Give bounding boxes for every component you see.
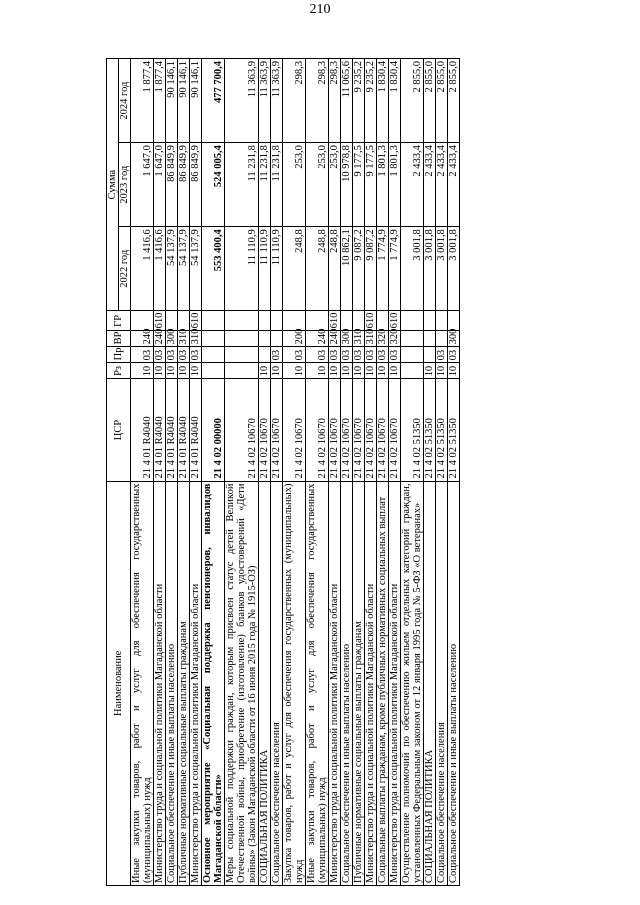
row-rz: 10: [448, 363, 460, 379]
row-pr: 03: [131, 347, 154, 363]
row-pr: [202, 347, 225, 363]
row-vr: 300: [166, 331, 178, 347]
row-name: Министерство труда и социальной политики Магаданской области: [329, 481, 341, 885]
row-pr: 03: [377, 347, 389, 363]
page-number: 210: [309, 2, 331, 17]
row-gr: [436, 311, 448, 331]
row-2023: 253,0: [306, 143, 329, 227]
table-row: [166, 59, 178, 886]
row-2022: 3 001,8: [401, 227, 424, 311]
row-gr: [401, 311, 424, 331]
row-2022: 11 110,9: [259, 227, 271, 311]
table-row: [389, 59, 401, 886]
row-2024: 298,3: [306, 59, 329, 143]
row-2023: 10 978,8: [341, 143, 353, 227]
row-pr: 03: [353, 347, 365, 363]
row-2023: 253,0: [329, 143, 341, 227]
row-rz: 10: [436, 363, 448, 379]
row-2022: 1 774,9: [389, 227, 401, 311]
row-vr: [225, 331, 259, 347]
row-name: Публичные нормативные социальные выплаты гражданам: [178, 481, 190, 885]
table-header: [107, 59, 131, 886]
row-csr: 21 4 01 R4040: [131, 379, 154, 481]
table-row: [131, 59, 154, 886]
row-2024: 298,3: [329, 59, 341, 143]
table-row: [202, 59, 225, 886]
row-rz: 10: [271, 363, 283, 379]
row-rz: 10: [365, 363, 377, 379]
row-pr: 03: [341, 347, 353, 363]
row-2024: 1 877,4: [131, 59, 154, 143]
row-vr: 310: [190, 331, 202, 347]
row-rz: [401, 363, 424, 379]
row-csr: 21 4 01 R4040: [190, 379, 202, 481]
row-csr: 21 4 01 R4040: [166, 379, 178, 481]
row-rz: [202, 363, 225, 379]
row-2023: 2 433,4: [436, 143, 448, 227]
row-rz: [225, 363, 259, 379]
row-vr: 200: [283, 331, 306, 347]
row-2022: 9 087,2: [353, 227, 365, 311]
row-csr: 21 4 02 10670: [353, 379, 365, 481]
row-name: Социальное обеспечение населения: [271, 481, 283, 885]
row-gr: 610: [389, 311, 401, 331]
budget-table-container: [106, 58, 551, 886]
row-2024: 11 363,9: [225, 59, 259, 143]
row-vr: [202, 331, 225, 347]
row-pr: 03: [190, 347, 202, 363]
row-rz: 10: [377, 363, 389, 379]
row-2022: 10 862,1: [341, 227, 353, 311]
row-csr: 21 4 01 R4040: [178, 379, 190, 481]
rotated-table-area: [106, 58, 551, 886]
row-name: Социальное обеспечение населения: [436, 481, 448, 885]
row-pr: 03: [448, 347, 460, 363]
row-rz: 10: [131, 363, 154, 379]
row-rz: 10: [329, 363, 341, 379]
row-name: Министерство труда и социальной политики Магаданской области: [365, 481, 377, 885]
table-row: [306, 59, 329, 886]
row-gr: 610: [154, 311, 166, 331]
row-2024: 2 855,0: [448, 59, 460, 143]
row-2022: 3 001,8: [448, 227, 460, 311]
row-rz: 10: [353, 363, 365, 379]
row-vr: 310: [178, 331, 190, 347]
header-2022: 2022 год: [119, 227, 131, 311]
row-2024: 11 363,9: [271, 59, 283, 143]
budget-table: [106, 58, 460, 886]
table-row: [436, 59, 448, 886]
row-2022: 9 087,2: [365, 227, 377, 311]
table-row: [401, 59, 424, 886]
row-vr: 320: [389, 331, 401, 347]
header-vr: ВР: [107, 331, 131, 347]
row-csr: 21 4 02 10670: [225, 379, 259, 481]
row-pr: 03: [154, 347, 166, 363]
row-name: Закупка товаров, работ и услуг для обеспечения государственных (муниципальных) нужд: [283, 481, 306, 885]
row-csr: 21 4 01 R4040: [154, 379, 166, 481]
row-csr: 21 4 02 51350: [401, 379, 424, 481]
row-vr: [436, 331, 448, 347]
row-pr: 03: [283, 347, 306, 363]
row-2024: 90 146,1: [166, 59, 178, 143]
row-vr: 300: [448, 331, 460, 347]
row-rz: 10: [341, 363, 353, 379]
row-csr: 21 4 02 10670: [306, 379, 329, 481]
row-pr: 03: [365, 347, 377, 363]
row-pr: [401, 347, 424, 363]
row-rz: 10: [306, 363, 329, 379]
row-2024: 9 235,2: [365, 59, 377, 143]
row-2022: 1 416,6: [131, 227, 154, 311]
row-rz: 10: [190, 363, 202, 379]
table-row: [353, 59, 365, 886]
row-2023: 2 433,4: [448, 143, 460, 227]
header-name: Наименование: [107, 481, 131, 885]
row-name: Иные закупки товаров, работ и услуг для обеспечения государственных (муниципальных) нужд: [131, 481, 154, 885]
row-name: Основное мероприятие «Социальная поддержка пенсионеров, инвалидов Магаданской области»: [202, 481, 225, 885]
row-csr: 21 4 02 10670: [329, 379, 341, 481]
row-2023: 1 801,3: [389, 143, 401, 227]
row-vr: 240: [131, 331, 154, 347]
row-2022: 1 416,6: [154, 227, 166, 311]
row-2024: 1 830,4: [389, 59, 401, 143]
row-vr: [401, 331, 424, 347]
row-2024: 1 830,4: [377, 59, 389, 143]
row-pr: [259, 347, 271, 363]
row-vr: 240: [306, 331, 329, 347]
table-row: [424, 59, 436, 886]
row-2023: 2 433,4: [424, 143, 436, 227]
row-gr: [271, 311, 283, 331]
row-2024: 90 146,1: [190, 59, 202, 143]
row-gr: [202, 311, 225, 331]
row-csr: 21 4 02 10670: [283, 379, 306, 481]
row-2022: 248,8: [283, 227, 306, 311]
row-2024: 298,3: [283, 59, 306, 143]
row-2023: 86 849,9: [166, 143, 178, 227]
row-pr: 03: [329, 347, 341, 363]
row-vr: 240: [329, 331, 341, 347]
row-gr: 610: [190, 311, 202, 331]
table-row: [271, 59, 283, 886]
row-csr: 21 4 02 00000: [202, 379, 225, 481]
row-2022: 553 400,4: [202, 227, 225, 311]
row-name: Социальные выплаты гражданам, кроме публичных нормативных социальных выплат: [377, 481, 389, 885]
header-rz: Рз: [107, 363, 131, 379]
row-pr: 03: [166, 347, 178, 363]
row-2024: 2 855,0: [401, 59, 424, 143]
row-name: Меры социальной поддержки граждан, которым присвоен статус детей Великой Отечественной войны, приобретение (изготовление) бланков удостоверений «Дети войны» (Закон Магаданской области от 16 июня 2015 года № 1915-ОЗ): [225, 481, 259, 885]
table-row: [225, 59, 259, 886]
row-rz: 10: [166, 363, 178, 379]
row-rz: 10: [283, 363, 306, 379]
row-2022: 54 137,9: [166, 227, 178, 311]
row-csr: 21 4 02 10670: [365, 379, 377, 481]
row-csr: 21 4 02 10670: [271, 379, 283, 481]
row-pr: 03: [389, 347, 401, 363]
table-row: [341, 59, 353, 886]
row-pr: [225, 347, 259, 363]
row-2023: 11 231,8: [259, 143, 271, 227]
row-2022: 3 001,8: [436, 227, 448, 311]
row-2023: 86 849,9: [178, 143, 190, 227]
header-sum: Сумма: [107, 59, 119, 311]
row-csr: 21 4 02 10670: [389, 379, 401, 481]
header-2024: 2024 год: [119, 59, 131, 143]
row-rz: 10: [389, 363, 401, 379]
row-2022: 1 774,9: [377, 227, 389, 311]
row-gr: [424, 311, 436, 331]
row-name: Министерство труда и социальной политики Магаданской области: [190, 481, 202, 885]
row-vr: 300: [341, 331, 353, 347]
row-2022: 54 137,9: [178, 227, 190, 311]
row-2023: 9 177,5: [365, 143, 377, 227]
row-csr: 21 4 02 51350: [424, 379, 436, 481]
row-name: Иные закупки товаров, работ и услуг для обеспечения государственных (муниципальных) нужд: [306, 481, 329, 885]
row-name: Осуществление полномочий по обеспечению жильем отдельных категорий граждан, установленных Федеральным законом от 12 января 1995 года № 5-ФЗ «О ветеранах»: [401, 481, 424, 885]
row-2022: 54 137,9: [190, 227, 202, 311]
table-row: [329, 59, 341, 886]
table-row: [259, 59, 271, 886]
header-gr: ГР: [107, 311, 131, 331]
row-gr: [259, 311, 271, 331]
header-csr: ЦСР: [107, 379, 131, 481]
table-row: [154, 59, 166, 886]
row-name: Министерство труда и социальной политики Магаданской области: [154, 481, 166, 885]
table-row: [190, 59, 202, 886]
row-name: СОЦИАЛЬНАЯ ПОЛИТИКА: [424, 481, 436, 885]
row-2023: 11 231,8: [225, 143, 259, 227]
row-rz: 10: [154, 363, 166, 379]
row-rz: 10: [259, 363, 271, 379]
row-2024: 90 146,1: [178, 59, 190, 143]
row-2024: 11 065,6: [341, 59, 353, 143]
row-name: Министерство труда и социальной политики Магаданской области: [389, 481, 401, 885]
table-body: [131, 59, 460, 886]
table-row: [283, 59, 306, 886]
row-rz: 10: [178, 363, 190, 379]
row-pr: 03: [436, 347, 448, 363]
table-row: [365, 59, 377, 886]
row-2023: 1 801,3: [377, 143, 389, 227]
table-row: [377, 59, 389, 886]
row-csr: 21 4 02 10670: [341, 379, 353, 481]
row-2023: 86 849,9: [190, 143, 202, 227]
row-2024: 9 235,2: [353, 59, 365, 143]
row-gr: 610: [365, 311, 377, 331]
row-2023: 1 647,0: [131, 143, 154, 227]
row-2022: 248,8: [306, 227, 329, 311]
row-pr: 03: [178, 347, 190, 363]
row-2023: 1 647,0: [154, 143, 166, 227]
row-csr: 21 4 02 51350: [436, 379, 448, 481]
row-2022: 248,8: [329, 227, 341, 311]
row-vr: [424, 331, 436, 347]
row-csr: 21 4 02 10670: [377, 379, 389, 481]
row-name: Публичные нормативные социальные выплаты гражданам: [353, 481, 365, 885]
row-2024: 2 855,0: [424, 59, 436, 143]
row-2022: 3 001,8: [424, 227, 436, 311]
row-2024: 2 855,0: [436, 59, 448, 143]
row-vr: [271, 331, 283, 347]
table-row: [178, 59, 190, 886]
row-vr: 310: [353, 331, 365, 347]
row-name: Социальное обеспечение и иные выплаты населению: [341, 481, 353, 885]
row-csr: 21 4 02 10670: [259, 379, 271, 481]
row-csr: 21 4 02 51350: [448, 379, 460, 481]
row-vr: [259, 331, 271, 347]
row-2022: 11 110,9: [271, 227, 283, 311]
row-pr: [424, 347, 436, 363]
row-gr: [225, 311, 259, 331]
row-vr: 240: [154, 331, 166, 347]
table-row: [448, 59, 460, 886]
row-pr: 03: [306, 347, 329, 363]
row-2022: 11 110,9: [225, 227, 259, 311]
row-2023: 11 231,8: [271, 143, 283, 227]
row-vr: 320: [377, 331, 389, 347]
row-pr: 03: [271, 347, 283, 363]
row-2024: 1 877,4: [154, 59, 166, 143]
header-pr: Пр: [107, 347, 131, 363]
row-2023: 9 177,5: [353, 143, 365, 227]
row-gr: 610: [329, 311, 341, 331]
row-2023: 524 005,4: [202, 143, 225, 227]
row-name: Социальное обеспечение и иные выплаты населению: [166, 481, 178, 885]
row-2023: 2 433,4: [401, 143, 424, 227]
row-2023: 253,0: [283, 143, 306, 227]
header-2023: 2023 год: [119, 143, 131, 227]
row-rz: 10: [424, 363, 436, 379]
row-2024: 477 700,4: [202, 59, 225, 143]
row-2024: 11 363,9: [259, 59, 271, 143]
row-name: Социальное обеспечение и иные выплаты населению: [448, 481, 460, 885]
row-vr: 310: [365, 331, 377, 347]
row-name: СОЦИАЛЬНАЯ ПОЛИТИКА: [259, 481, 271, 885]
